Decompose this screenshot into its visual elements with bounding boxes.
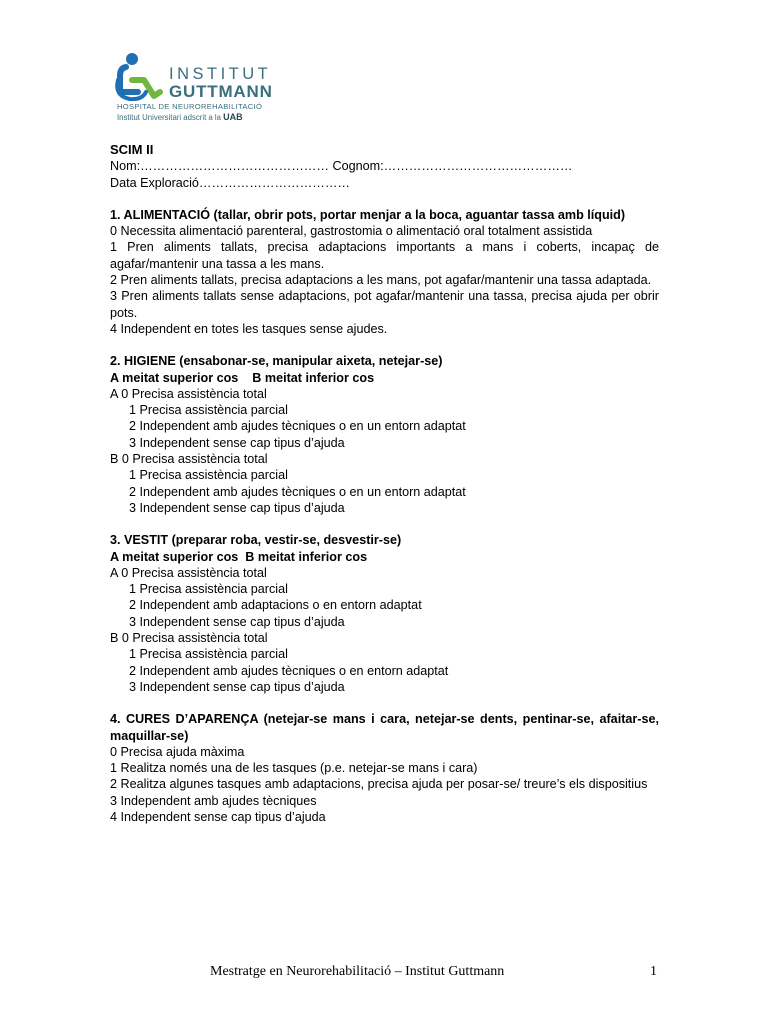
page-number: 1 <box>650 964 657 979</box>
section-3-title: 3. VESTIT <box>110 533 169 548</box>
section-2-b-item: B 0 Precisa assistència total <box>110 452 268 467</box>
section-2-title: 2. HIGIENE <box>110 354 176 369</box>
section-1-heading <box>110 207 659 223</box>
form-content <box>110 142 659 825</box>
uab-mark: UAB <box>223 112 243 122</box>
logo-university-text: Institut Universitari adscrit a la <box>117 113 221 122</box>
section-3-heading <box>110 532 659 548</box>
institut-guttmann-logo <box>112 52 282 130</box>
name-field-line: Nom:……………………………………… Cognom:……………………………………… <box>110 159 573 174</box>
section-3-b-item: 3 Independent sense cap tipus d’ajuda <box>129 679 345 694</box>
section-1-title: 1. ALIMENTACIÓ <box>110 207 211 222</box>
page-footer: Mestratge en Neurorehabilitació – Institut Guttmann <box>210 964 505 979</box>
section-1-item: 1 Pren aliments tallats, precisa adaptacions importants a mans i coberts, incapaç de agafar/mantenir una tassa a les mans. <box>110 240 659 271</box>
section-3-b-item: 1 Precisa assistència parcial <box>129 647 288 662</box>
section-4-item: 2 Realitza algunes tasques amb adaptacions, precisa ajuda per posar-se/ treure’s els dispositius <box>110 777 648 792</box>
form-title: SCIM II <box>110 142 154 157</box>
section-2-a-item: A 0 Precisa assistència total <box>110 386 267 401</box>
logo-line-hospital: HOSPITAL DE NEUROREHABILITACIÓ <box>117 102 263 111</box>
section-4-item: 0 Precisa ajuda màxima <box>110 744 245 759</box>
date-field-line: Data Exploració……………………………… <box>110 175 351 190</box>
section-1-item: 2 Pren aliments tallats, precisa adaptacions a les mans, pot agafar/mantenir una tassa adaptada. <box>110 273 652 288</box>
section-4-item: 1 Realitza només una de les tasques (p.e. netejar-se mans i cara) <box>110 761 478 776</box>
logo-line-institut: INSTITUT <box>169 65 272 83</box>
section-3-b-item: B 0 Precisa assistència total <box>110 631 268 646</box>
section-4-item: 4 Independent sense cap tipus d’ajuda <box>110 809 326 824</box>
section-2-a-item: 2 Independent amb ajudes tècniques o en un entorn adaptat <box>129 419 466 434</box>
section-3-subheading: A meitat superior cos B meitat inferior cos <box>110 549 368 564</box>
section-1-description: (tallar, obrir pots, portar menjar a la boca, aguantar tassa amb líquid) <box>210 207 626 222</box>
section-3-a-item: 3 Independent sense cap tipus d’ajuda <box>129 614 345 629</box>
section-4-description: (netejar-se mans i cara, netejar-se dents, pentinar-se, afaitar-se, maquillar-se) <box>110 712 659 743</box>
section-2-a-item: 1 Precisa assistència parcial <box>129 403 288 418</box>
wheelchair-person-icon <box>112 52 168 104</box>
section-1-item: 3 Pren aliments tallats sense adaptacions, pot agafar/mantenir una tassa, precisa ajuda per obrir pots. <box>110 289 659 320</box>
section-3-description: (preparar roba, vestir-se, desvestir-se) <box>168 533 402 548</box>
section-1-item: 0 Necessita alimentació parenteral, gastrostomia o alimentació oral totalment assistida <box>110 224 593 239</box>
section-4-item: 3 Independent amb ajudes tècniques <box>110 793 317 808</box>
section-2-description: (ensabonar-se, manipular aixeta, netejar-se) <box>175 354 443 369</box>
section-2-b-item: 2 Independent amb ajudes tècniques o en un entorn adaptat <box>129 484 466 499</box>
section-3-a-item: 2 Independent amb adaptacions o en entorn adaptat <box>129 598 422 613</box>
section-2-b-item: 3 Independent sense cap tipus d’ajuda <box>129 500 345 515</box>
logo-line-guttmann: GUTTMANN <box>169 82 273 101</box>
section-3-a-item: A 0 Precisa assistència total <box>110 565 267 580</box>
section-3-b-item: 2 Independent amb ajudes tècniques o en entorn adaptat <box>129 663 449 678</box>
section-4-heading <box>110 711 659 744</box>
section-2-subheading: A meitat superior cos B meitat inferior cos <box>110 370 375 385</box>
section-4-title: 4. CURES D’APARENÇA <box>110 712 259 727</box>
section-3-a-item: 1 Precisa assistència parcial <box>129 582 288 597</box>
section-1-item: 4 Independent en totes les tasques sense ajudes. <box>110 321 388 336</box>
logo-line-university <box>117 113 243 122</box>
section-2-heading <box>110 353 659 369</box>
section-2-b-item: 1 Precisa assistència parcial <box>129 468 288 483</box>
section-2-a-item: 3 Independent sense cap tipus d’ajuda <box>129 435 345 450</box>
